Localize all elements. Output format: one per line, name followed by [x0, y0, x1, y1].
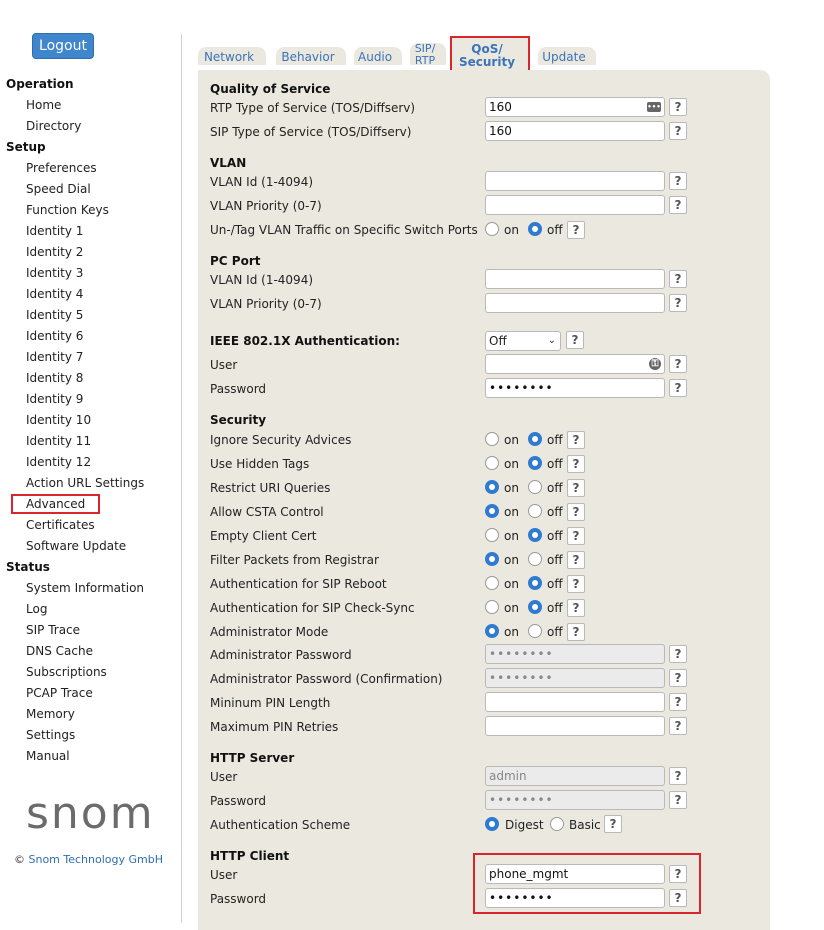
nav-item-subscriptions[interactable]: Subscriptions — [26, 665, 107, 679]
radio-off-label: off — [547, 505, 563, 519]
empty-client-cert-label: Empty Client Cert — [210, 529, 317, 543]
filter-packets-from-registrar-off-radio[interactable] — [528, 552, 542, 566]
tab-network[interactable]: Network — [198, 47, 266, 65]
authentication-for-sip-check-sync-off-radio[interactable] — [528, 600, 542, 614]
nav-item-preferences[interactable]: Preferences — [26, 161, 97, 175]
nav-item-identity-2[interactable]: Identity 2 — [26, 245, 84, 259]
authentication-for-sip-reboot-off-radio[interactable] — [528, 576, 542, 590]
snom-logo: snom — [26, 788, 155, 839]
help-icon[interactable]: ? — [669, 645, 687, 663]
help-icon[interactable]: ? — [567, 527, 585, 545]
authentication-for-sip-check-sync-label: Authentication for SIP Check-Sync — [210, 601, 415, 615]
restrict-uri-queries-label: Restrict URI Queries — [210, 481, 331, 495]
vlan-untag-on-radio[interactable] — [485, 222, 499, 236]
section-security: Security — [210, 413, 267, 427]
min-pin-length-input[interactable] — [485, 692, 665, 712]
empty-client-cert-on-radio[interactable] — [485, 528, 499, 542]
help-icon[interactable]: ? — [567, 221, 585, 239]
help-icon[interactable]: ? — [669, 717, 687, 735]
radio-off-label: off — [547, 601, 563, 615]
help-icon[interactable]: ? — [567, 551, 585, 569]
ieee-auth-select[interactable] — [485, 331, 561, 351]
administrator-mode-off-radio[interactable] — [528, 624, 542, 638]
radio-off-label: off — [547, 481, 563, 495]
nav-item-manual[interactable]: Manual — [26, 749, 70, 763]
help-icon[interactable]: ? — [669, 355, 687, 373]
ignore-security-advices-label: Ignore Security Advices — [210, 433, 352, 447]
auth-digest-radio[interactable] — [485, 817, 499, 831]
vlan-untag-off-radio[interactable] — [528, 222, 542, 236]
nav-item-memory[interactable]: Memory — [26, 707, 75, 721]
help-icon[interactable]: ? — [567, 503, 585, 521]
nav-item-system-information[interactable]: System Information — [26, 581, 145, 595]
help-icon[interactable]: ? — [669, 294, 687, 312]
help-icon[interactable]: ? — [669, 122, 687, 140]
nav-item-identity-11[interactable]: Identity 11 — [26, 434, 92, 448]
nav-group-operation: Operation — [6, 77, 74, 91]
use-hidden-tags-off-radio[interactable] — [528, 456, 542, 470]
nav-group-status: Status — [6, 560, 50, 574]
nav-item-action-url-settings[interactable]: Action URL Settings — [26, 476, 145, 490]
rtp-tos-value: 160 — [489, 100, 512, 114]
tab-audio[interactable]: Audio — [354, 47, 402, 65]
chevron-down-icon: ⌄ — [547, 335, 556, 346]
filter-packets-from-registrar-label: Filter Packets from Registrar — [210, 553, 379, 567]
allow-csta-control-on-radio[interactable] — [485, 504, 499, 518]
http-server-password-label: Password — [210, 794, 267, 808]
http-server-user-label: User — [210, 770, 238, 784]
authentication-for-sip-reboot-on-radio[interactable] — [485, 576, 499, 590]
authentication-for-sip-check-sync-on-radio[interactable] — [485, 600, 499, 614]
http-client-password-input[interactable]: •••••••• — [485, 888, 665, 908]
logout-button[interactable]: Logout — [32, 33, 94, 59]
pc-vlan-priority-label: VLAN Priority (0-7) — [210, 297, 322, 311]
radio-off-label: off — [547, 433, 563, 447]
filter-packets-from-registrar-on-radio[interactable] — [485, 552, 499, 566]
admin-password-input[interactable]: •••••••• — [485, 644, 665, 664]
copyright — [14, 853, 163, 866]
help-icon[interactable]: ? — [567, 623, 585, 641]
allow-csta-control-label: Allow CSTA Control — [210, 505, 324, 519]
help-icon[interactable]: ? — [669, 669, 687, 687]
nav-group-setup: Setup — [6, 140, 46, 154]
vlan-untag-label: Un-/Tag VLAN Traffic on Specific Switch Ports — [210, 223, 478, 237]
administrator-mode-on-radio[interactable] — [485, 624, 499, 638]
nav-item-identity-12[interactable]: Identity 12 — [26, 455, 92, 469]
admin-password-confirm-input[interactable]: •••••••• — [485, 668, 665, 688]
tab-sip-rtp[interactable] — [410, 43, 446, 65]
radio-on-label: on — [504, 223, 519, 237]
ieee-password-label: Password — [210, 382, 267, 396]
use-hidden-tags-on-radio[interactable] — [485, 456, 499, 470]
sidebar-divider — [181, 34, 182, 923]
radio-off-label: off — [547, 457, 563, 471]
max-pin-retries-label: Maximum PIN Retries — [210, 720, 339, 734]
key-icon: ⚿ — [649, 358, 661, 370]
tab-sip-rtp-line1: SIP/ — [414, 42, 436, 55]
restrict-uri-queries-off-radio[interactable] — [528, 480, 542, 494]
radio-on-label: on — [504, 433, 519, 447]
nav-item-identity-3[interactable]: Identity 3 — [26, 266, 84, 280]
nav-item-sip-trace[interactable]: SIP Trace — [26, 623, 81, 637]
authentication-for-sip-reboot-label: Authentication for SIP Reboot — [210, 577, 387, 591]
help-icon[interactable]: ? — [567, 599, 585, 617]
vlan-priority-label: VLAN Priority (0-7) — [210, 199, 322, 213]
use-hidden-tags-label: Use Hidden Tags — [210, 457, 310, 471]
tab-update[interactable]: Update — [538, 47, 596, 65]
copyright-link[interactable]: Snom Technology GmbH — [28, 853, 164, 866]
nav-item-home[interactable]: Home — [26, 98, 62, 112]
allow-csta-control-off-radio[interactable] — [528, 504, 542, 518]
empty-client-cert-off-radio[interactable] — [528, 528, 542, 542]
auth-basic-radio[interactable] — [550, 817, 564, 831]
radio-on-label: on — [504, 457, 519, 471]
nav-item-identity-6[interactable]: Identity 6 — [26, 329, 84, 343]
radio-off-label: off — [547, 553, 563, 567]
tab-qos-line2: Security — [458, 55, 516, 69]
help-icon[interactable]: ? — [669, 767, 687, 785]
tab-behavior[interactable]: Behavior — [276, 47, 346, 65]
http-server-password-input[interactable]: •••••••• — [485, 790, 665, 810]
help-icon[interactable]: ? — [567, 455, 585, 473]
radio-off-label: off — [547, 529, 563, 543]
radio-on-label: on — [504, 505, 519, 519]
nav-item-dns-cache[interactable]: DNS Cache — [26, 644, 93, 658]
help-icon[interactable]: ? — [669, 172, 687, 190]
section-pc-port: PC Port — [210, 254, 261, 268]
admin-password-confirm-label: Administrator Password (Confirmation) — [210, 672, 443, 686]
nav-item-identity-9[interactable]: Identity 9 — [26, 392, 84, 406]
help-icon[interactable]: ? — [669, 693, 687, 711]
nav-item-identity-5[interactable]: Identity 5 — [26, 308, 84, 322]
ieee-user-label: User — [210, 358, 238, 372]
section-http-server: HTTP Server — [210, 751, 295, 765]
nav-item-identity-4[interactable]: Identity 4 — [26, 287, 84, 301]
auth-digest-label: Digest — [505, 818, 544, 832]
help-icon[interactable]: ? — [669, 889, 687, 907]
tab-sip-rtp-line2: RTP — [414, 54, 436, 67]
http-client-user-label: User — [210, 868, 238, 882]
vlan-priority-input[interactable] — [485, 195, 665, 215]
nav-item-function-keys[interactable]: Function Keys — [26, 203, 109, 217]
help-icon[interactable]: ? — [567, 479, 585, 497]
nav-item-advanced[interactable]: Advanced — [14, 497, 97, 511]
nav-item-settings[interactable]: Settings — [26, 728, 76, 742]
nav-item-identity-1[interactable]: Identity 1 — [26, 224, 84, 238]
ignore-security-advices-off-radio[interactable] — [528, 432, 542, 446]
nav-item-identity-8[interactable]: Identity 8 — [26, 371, 84, 385]
http-client-password-label: Password — [210, 892, 267, 906]
field-menu-icon: ••• — [647, 103, 661, 111]
rtp-tos-input[interactable] — [485, 97, 665, 117]
nav-item-identity-10[interactable]: Identity 10 — [26, 413, 92, 427]
help-icon[interactable]: ? — [669, 379, 687, 397]
administrator-mode-label: Administrator Mode — [210, 625, 329, 639]
radio-on-label: on — [504, 553, 519, 567]
help-icon[interactable]: ? — [669, 791, 687, 809]
help-icon[interactable]: ? — [567, 431, 585, 449]
nav-item-pcap-trace[interactable]: PCAP Trace — [26, 686, 93, 700]
http-server-user-input[interactable]: admin — [485, 766, 665, 786]
copyright-symbol: © — [14, 853, 25, 866]
section-http-client: HTTP Client — [210, 849, 290, 863]
help-icon[interactable]: ? — [566, 331, 584, 349]
section-qos: Quality of Service — [210, 82, 331, 96]
restrict-uri-queries-on-radio[interactable] — [485, 480, 499, 494]
radio-on-label: on — [504, 481, 519, 495]
vlan-id-input[interactable] — [485, 171, 665, 191]
nav-item-identity-7[interactable]: Identity 7 — [26, 350, 84, 364]
help-icon[interactable]: ? — [669, 865, 687, 883]
nav-item-directory[interactable]: Directory — [26, 119, 82, 133]
nav-item-log[interactable]: Log — [26, 602, 48, 616]
sip-tos-input[interactable]: 160 — [485, 121, 665, 141]
pc-vlan-id-label: VLAN Id (1-4094) — [210, 273, 314, 287]
pc-vlan-id-input[interactable] — [485, 269, 665, 289]
auth-scheme-label: Authentication Scheme — [210, 818, 351, 832]
rtp-tos-label: RTP Type of Service (TOS/Diffserv) — [210, 101, 416, 115]
http-client-user-input[interactable]: phone_mgmt — [485, 864, 665, 884]
radio-on-label: on — [504, 577, 519, 591]
radio-off-label: off — [547, 223, 563, 237]
radio-off-label: off — [547, 625, 563, 639]
tab-qos-line1: QoS/ — [471, 42, 503, 56]
radio-on-label: on — [504, 625, 519, 639]
ieee-auth-selected: Off — [489, 334, 507, 348]
vlan-id-label: VLAN Id (1-4094) — [210, 175, 314, 189]
help-icon[interactable]: ? — [604, 815, 622, 833]
tab-qos-security[interactable] — [452, 38, 528, 74]
sidebar — [0, 0, 181, 923]
radio-on-label: on — [504, 529, 519, 543]
admin-password-label: Administrator Password — [210, 648, 352, 662]
auth-basic-label: Basic — [569, 818, 601, 832]
help-icon[interactable]: ? — [567, 575, 585, 593]
section-ieee-8021x: IEEE 802.1X Authentication: — [210, 334, 400, 348]
max-pin-retries-input[interactable] — [485, 716, 665, 736]
help-icon[interactable]: ? — [669, 196, 687, 214]
nav-item-certificates[interactable]: Certificates — [26, 518, 95, 532]
ieee-user-input[interactable] — [485, 354, 665, 374]
nav-item-speed-dial[interactable]: Speed Dial — [26, 182, 91, 196]
help-icon[interactable]: ? — [669, 98, 687, 116]
pc-vlan-priority-input[interactable] — [485, 293, 665, 313]
radio-on-label: on — [504, 601, 519, 615]
ieee-password-input[interactable]: •••••••• — [485, 378, 665, 398]
nav-item-software-update[interactable]: Software Update — [26, 539, 127, 553]
sip-tos-label: SIP Type of Service (TOS/Diffserv) — [210, 125, 412, 139]
radio-off-label: off — [547, 577, 563, 591]
section-vlan: VLAN — [210, 156, 247, 170]
ignore-security-advices-on-radio[interactable] — [485, 432, 499, 446]
help-icon[interactable]: ? — [669, 270, 687, 288]
min-pin-length-label: Mininum PIN Length — [210, 696, 331, 710]
